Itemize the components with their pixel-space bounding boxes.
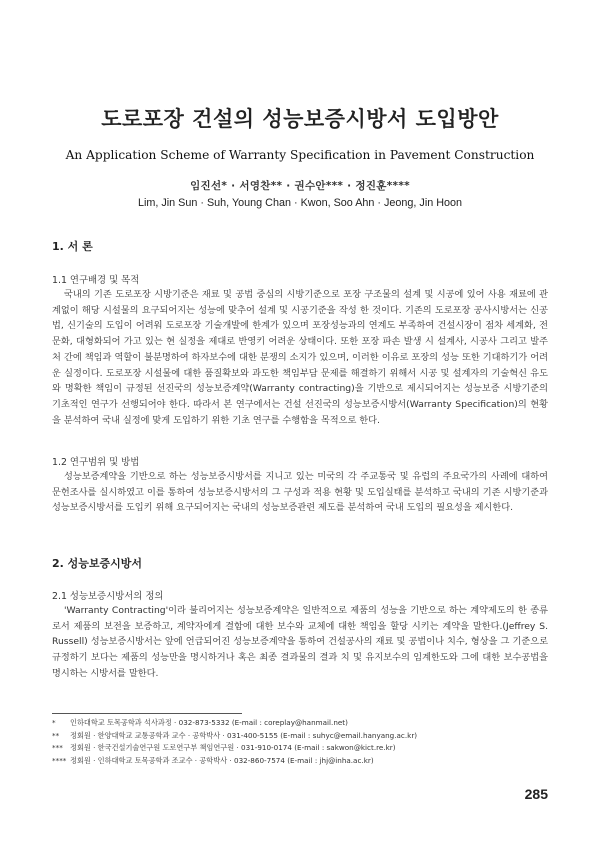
paragraph-text: 국내의 기존 도로포장 시방기준은 재료 및 공법 중심의 시방기준으로 포장 구조물의 설계 및 시공에 있어 사용 재료에 관계없이 해당 시설물의 요구되어지는 성능에 맞추어 설계 및 시공기준을 작성 한 것이다. 기존의 도로포장 공사시방서는 신공법, 신기술의 도입이 어려워 도로포장 기술개발에 한계가 있으며 포장성능과의 연계도 부족하여 건설시장이 점차 세계화, 전문화, 대형화되어 가고 있는 현 실정을 제대로 반영키 어려운 상태이다. 또한 포장 파손 발생 시 설계사, 시공사 그리고 발주처 간에 책임과 역할이 불분명하여 하자보수에 대한 분쟁의 소지가 있으며, 이러한 이유로 포장의 성능 또한 기대하기가 어려운 실정이다. 도로포장 시설물에 대한 품질확보와 과도한 책임부담 문제를 해결하기 위해서 시공 및 설계자의 기술혁신 유도와 명확한 책임이 규정된 선진국의 성능보증계약(Warranty contracting)을 기반으로 제시되어지는 성능보증 시방기준의 기초적인 연구가 선행되어야 한다. 따라서 본 연구에서는 건설 선진국의 성능보증시방서(Warranty Specification)의 현황을 분석하여 국내 실정에 맞게 도입하기 위한 기초 연구를 수행함을 목적으로 한다. <box>52 289 548 426</box>
paragraph-scope <box>52 469 548 516</box>
footnote-item <box>52 717 548 730</box>
footnote-mark: ** <box>52 730 60 740</box>
footnotes <box>52 717 548 767</box>
subsection-heading-scope: 1.2 연구범위 및 방법 <box>52 457 140 468</box>
footnote-item <box>52 742 548 755</box>
paragraph-background <box>52 287 548 428</box>
footnote-item <box>52 730 548 743</box>
footnote-item <box>52 755 548 768</box>
authors-korean: 임진선* · 서영찬** · 권수안*** · 정진훈**** <box>190 180 410 192</box>
footnote-text: 정회원 · 한양대학교 교통공학과 교수 · 공학박사 · 031-400-5155 (E-mail : suhyc@email.hanyang.ac.kr) <box>70 730 418 740</box>
subsection-heading-background: 1.1 연구배경 및 목적 <box>52 275 140 286</box>
authors-english: Lim, Jin Sun · Suh, Young Chan · Kwon, Soo Ahn · Jeong, Jin Hoon <box>137 197 463 209</box>
footnote-text: 정회원 · 인하대학교 토목공학과 조교수 · 공학박사 · 032-860-7574 (E-mail : jhj@inha.ac.kr) <box>70 755 374 765</box>
footnote-mark: * <box>52 718 56 727</box>
footnote-mark: *** <box>52 743 63 753</box>
page-number: 285 <box>524 786 548 802</box>
section-heading-warranty-spec: 2. 성능보증시방서 <box>52 557 143 570</box>
footnote-text: 인하대학교 토목공학과 석사과정 · 032-873-5332 (E-mail : coreplay@hanmail.net) <box>70 718 348 727</box>
footnote-mark: **** <box>52 755 67 765</box>
footnote-text: 정회원 · 한국건설기술연구원 도로연구부 책임연구원 · 031-910-0174 (E-mail : sakwon@kict.re.kr) <box>70 743 396 753</box>
paper-title-korean: 도로포장 건설의 성능보증시방서 도입방안 <box>101 107 499 131</box>
paper-title-english: An Application Scheme of Warranty Specification in Pavement Construction <box>65 148 535 162</box>
paragraph-text: 성능보증계약을 기반으로 하는 성능보증시방서를 지니고 있는 미국의 각 주교통국 및 유럽의 주요국가의 사례에 대하여 문헌조사를 실시하였고 이를 통하여 성능보증시방서의 그 구성과 적용 현황 및 도입실태를 분석하고 국내의 기존 시방기준과 성능보증시방서를 도입키 위해 요구되어지는 국내의 성능보증관련 제도를 분석하여 국내 도입의 필요성을 제시한다. <box>52 471 548 514</box>
section-heading-introduction: 1. 서 론 <box>52 240 93 253</box>
paragraph-text: 'Warranty Contracting'이라 불리어지는 성능보증계약은 일반적으로 제품의 성능을 기반으로 하는 계약제도의 한 종류로서 제품의 보전을 보증하고, 계약자에게 결함에 대한 보수와 교체에 대한 책임을 할당 시키는 계약을 말한다.(Jeffrey S. Russell) 성능보증시방서는 앞에 언급되어진 성능보증계약을 통하여 건설공사의 재료 및 공법이나 치수, 형상을 그 기준으로 규정하기 보다는 제품의 성능만을 명시하거나 혹은 최종 결과물의 결과 치 및 유지보수의 임계한도와 그에 대한 보수공법을 명시하는 시방서를 말한다. <box>52 605 548 679</box>
paragraph-definition <box>52 603 548 682</box>
subsection-heading-definition: 2.1 성능보증시방서의 정의 <box>52 591 164 602</box>
footnote-divider <box>52 713 242 714</box>
